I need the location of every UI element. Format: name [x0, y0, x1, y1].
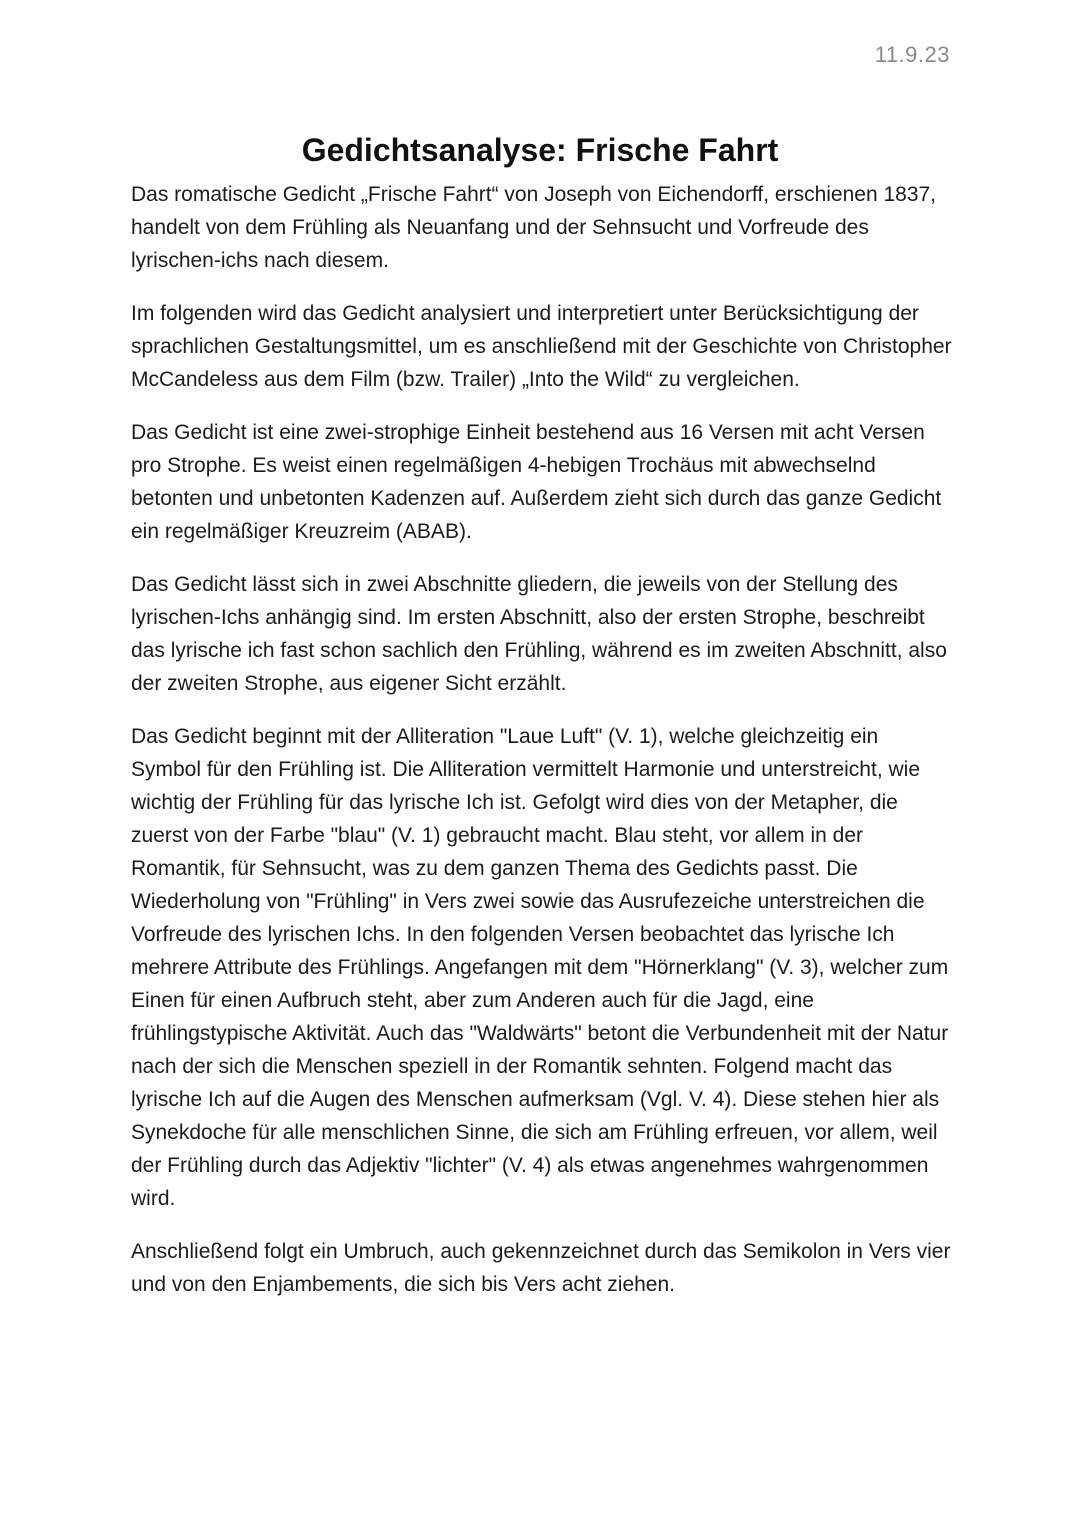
paragraph-introduction: Das romatische Gedicht „Frische Fahrt“ von Joseph von Eichendorff, erschienen 1837, handelt von dem Frühling als Neuanfang und der Sehnsucht und Vorfreude des lyrischen-ichs nach diesem. — [131, 183, 937, 272]
document-body — [131, 178, 953, 1321]
paragraph-turn: Anschließend folgt ein Umbruch, auch gekennzeichnet durch das Semikolon in Vers vier und von den Enjambements, die sich bis Vers acht ziehen. — [131, 1240, 951, 1296]
document-title: Gedichtsanalyse: Frische Fahrt — [301, 132, 779, 168]
paragraph-form: Das Gedicht ist eine zwei-strophige Einheit bestehend aus 16 Versen mit acht Versen pro Strophe. Es weist einen regelmäßigen 4-hebigen Trochäus mit abwechselnd betonten und unbetonten Kadenzen auf. Außerdem zieht sich durch das ganze Gedicht ein regelmäßiger Kreuzreim (ABAB). — [131, 421, 942, 543]
paragraph-structure: Das Gedicht lässt sich in zwei Abschnitte gliedern, die jeweils von der Stellung des lyrischen-Ichs anhängig sind. Im ersten Abschnitt, also der ersten Strophe, beschreibt das lyrische ich fast schon sachlich den Frühling, während es im zweiten Abschnitt, also der zweiten Strophe, aus eigener Sicht erzählt. — [131, 573, 947, 695]
document-date: 11.9.23 — [874, 42, 950, 67]
paragraph-overview: Im folgenden wird das Gedicht analysiert und interpretiert unter Berücksichtigung der sprachlichen Gestaltungsmittel, um es anschließend mit der Geschichte von Christopher McCandeless aus dem Film (bzw. Trailer) „Into the Wild“ zu vergleichen. — [131, 302, 952, 391]
paragraph-analysis: Das Gedicht beginnt mit der Alliteration "Laue Luft" (V. 1), welche gleichzeitig ein Symbol für den Frühling ist. Die Alliteration vermittelt Harmonie und unterstreicht, wie wichtig der Frühling für das lyrische Ich ist. Gefolgt wird dies von der Metapher, die zuerst von der Farbe "blau" (V. 1) gebraucht macht. Blau steht, vor allem in der Romantik, für Sehnsucht, was zu dem ganzen Thema des Gedichts passt. Die Wiederholung von "Frühling" in Vers zwei sowie das Ausrufezeiche unterstreichen die Vorfreude des lyrischen Ichs. In den folgenden Versen beobachtet das lyrische Ich mehrere Attribute des Frühlings. Angefangen mit dem "Hörnerklang" (V. 3), welcher zum Einen für einen Aufbruch steht, aber zum Anderen auch für die Jagd, eine frühlingstypische Aktivität. Auch das "Waldwärts" betont die Verbundenheit mit der Natur nach der sich die Menschen speziell in der Romantik sehnten. Folgend macht das lyrische Ich auf die Augen des Menschen aufmerksam (Vgl. V. 4). Diese stehen hier als Synekdoche für alle menschlichen Sinne, die sich am Frühling erfreuen, vor allem, weil der Frühling durch das Adjektiv "lichter" (V. 4) als etwas angenehmes wahrgenommen wird. — [131, 725, 949, 1210]
